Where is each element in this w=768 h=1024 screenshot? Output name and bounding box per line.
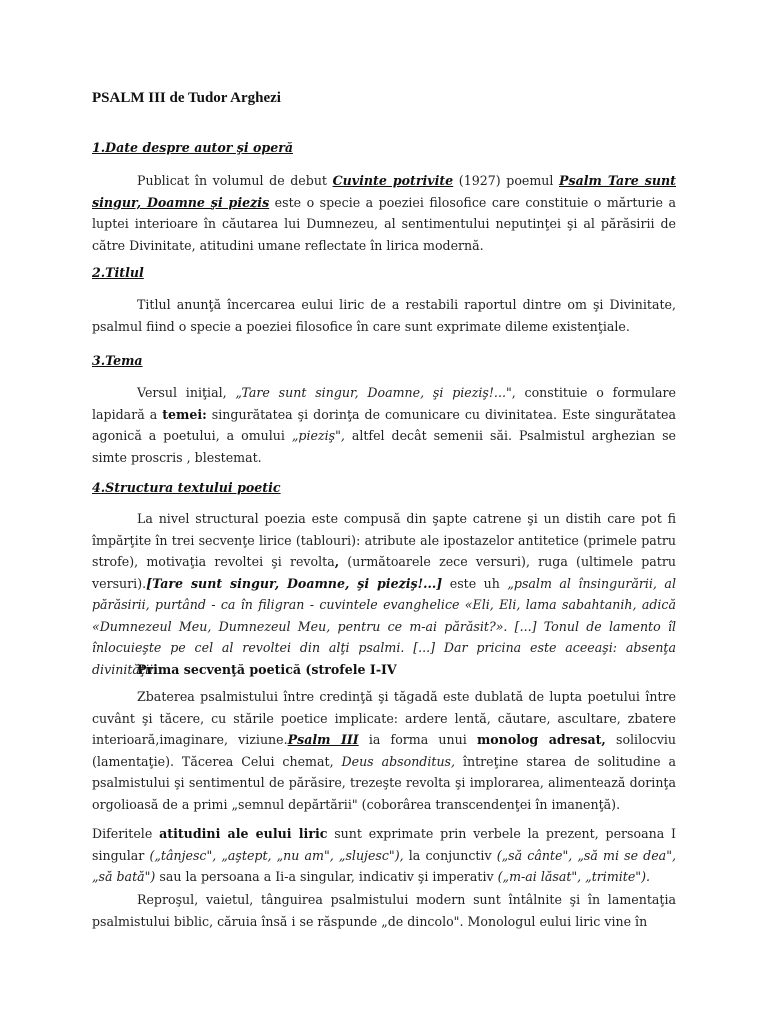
- bold-term: temei:: [162, 406, 207, 422]
- italic-examples: („să cânte", „să mi se dea", „să bată"): [92, 847, 676, 884]
- paragraph-tema: [92, 382, 676, 468]
- paragraph-titlul: Titlul anunţă încercarea eului liric de a restabili raportul dintre om şi Divinitate, psalmul fiind o specie a poeziei filosofice în care sunt exprimate dileme existenţiale.: [92, 297, 676, 334]
- quoted-verse: „Tare sunt singur, Doamne, şi pieziş!...": [235, 385, 512, 400]
- text-run: întreţine starea de solitudine a psalmistului şi sentimentul de părăsire, trezeşte revolta şi implorarea, alimentează dorinţa orgolioasă de a primi „semnul depărtării" (coborârea transcendenţei în imanenţă).: [92, 753, 676, 812]
- text-run: ia forma unui: [358, 732, 477, 747]
- document-title: PSALM III de Tudor Arghezi: [92, 90, 281, 106]
- section-heading-titlul: 2.Titlul: [92, 265, 144, 280]
- text-run: , constituie o formulare lapidară a: [92, 385, 676, 422]
- italic-quote: „psalm al însingurării, al părăsirii, purtând - ca în filigran - cuvintele evanghelice «Eli, Eli, lama sabahtanih, adică «Dumnezeul Meu, Dumnezeul Meu, pentru ce m-ai părăsit?». [...] Tonul de lamento îl înlocuieşte pe cel al revoltei din alţi psalmi. [...] Dar pricina este aceeaşi: absenţa divinităţii.: [92, 575, 676, 677]
- text-run: sau la persoana a Ii-a singular, indicativ şi imperativ: [155, 869, 498, 884]
- paragraph-prima-secventa-2: [92, 823, 676, 888]
- text-run: solilocviu (lamentaţie). Tăcerea Celui chemat,: [92, 732, 677, 769]
- text-run: Diferitele: [92, 826, 160, 841]
- paragraph-prima-secventa-3: Reproşul, vaietul, tânguirea psalmistului modern sunt întâlnite şi în lamentaţia psalmistului biblic, căruia însă i se răspunde „de dincolo". Monologul eului liric vine în: [92, 892, 676, 929]
- text-run: ,: [334, 554, 340, 569]
- text-run: singurătatea şi dorinţa de comunicare cu divinitatea. Este singurătatea agonică a poetului, a omului: [92, 406, 676, 443]
- paragraph-structura: [92, 508, 676, 680]
- text-run: (următoarele zece versuri), ruga (ultimele patru versuri).: [92, 554, 676, 591]
- poem-title-ref: Psalm III: [287, 732, 359, 747]
- text-run: la conjunctiv: [403, 847, 497, 863]
- text-run: La nivel structural poezia este compusă din şapte catrene şi un distih care pot fi împărţite în trei secvenţe lirice (tablouri): atribute ale ipostazelor antitetice (primele patru strofe), motivaţia revoltei şi revolta: [92, 511, 676, 569]
- bold-italic-verse: [Tare sunt singur, Doamne, şi pieziş!...]: [146, 575, 443, 591]
- poem-title: Psalm Tare sunt singur, Doamne şi piezis: [92, 173, 676, 210]
- section-heading-date-autor: 1.Date despre autor şi operă: [92, 140, 294, 155]
- text-run: altfel decât semenii săi. Psalmistul arghezian se simte proscris , blestemat.: [92, 428, 677, 465]
- quoted-term: „pieziş",: [291, 428, 345, 443]
- italic-examples: („m-ai lăsat", „trimite").: [497, 869, 651, 884]
- italic-examples: („tânjesc", „aştept, „nu am", „slujesc"),: [149, 847, 404, 863]
- italic-term: Deus absonditus,: [341, 753, 456, 769]
- subsection-heading-prima-secventa: Prima secvenţă poetică (strofele I-IV: [137, 662, 397, 677]
- volume-title: Cuvinte potrivite: [332, 173, 454, 188]
- section-heading-structura: 4.Structura textului poetic: [92, 480, 281, 495]
- paragraph-date-autor: [92, 170, 676, 256]
- bold-term: atitudini ale eului liric: [159, 826, 328, 841]
- text-run: este uh: [442, 575, 508, 591]
- section-heading-tema: 3.Tema: [92, 353, 143, 368]
- text-run: este o specie a poeziei filosofice care constituie o mărturie a luptei interioare în căutarea lui Dumnezeu, al sentimentului neputinţei şi al părăsirii de către Divinitate, atitudini umane reflectate în lirica modernă.: [92, 194, 676, 253]
- text-run: Publicat în volumul de debut: [137, 173, 333, 188]
- bold-term: monolog adresat,: [476, 732, 606, 747]
- text-run: (1927) poemul: [453, 173, 560, 188]
- text-run: Versul iniţial,: [137, 385, 236, 400]
- text-run: sunt exprimate prin verbele la prezent, persoana I singular: [92, 826, 676, 863]
- paragraph-prima-secventa-1: [92, 686, 676, 815]
- text-run: Zbaterea psalmistului între credinţă şi tăgadă este dublată de lupta poetului între cuvânt şi tăcere, cu stările poetice implicate: ardere lentă, căutare, ascultare, zbatere interioară,imaginare, viziune.: [92, 689, 676, 747]
